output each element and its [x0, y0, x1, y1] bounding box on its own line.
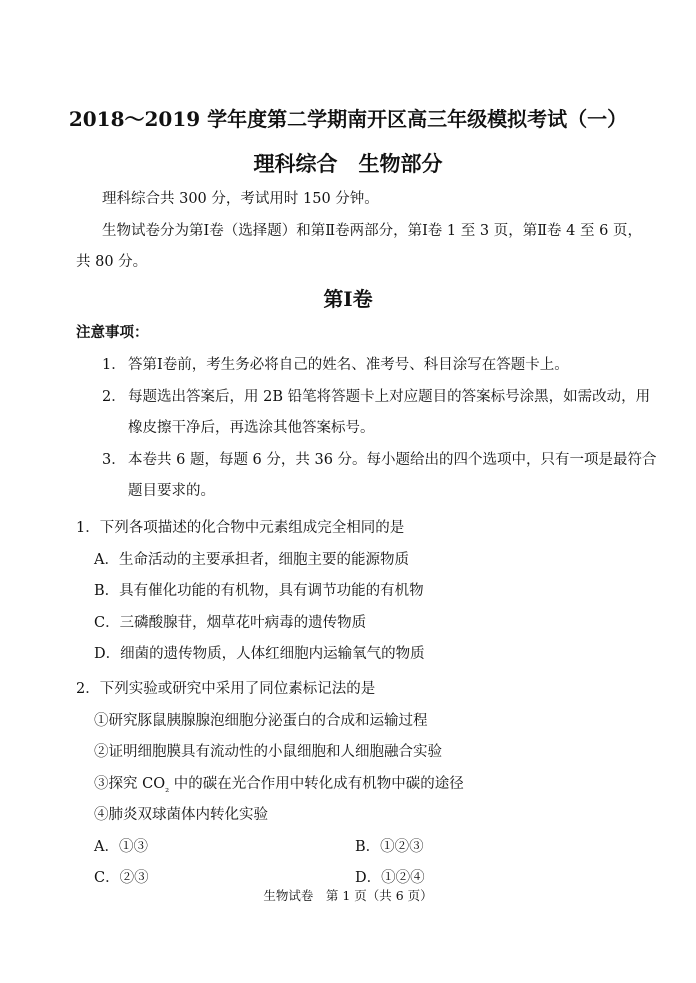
- answer-option: D．①②④: [355, 870, 425, 886]
- exam-title: 2018～2019 学年度第二学期南开区高三年级模拟考试（一）: [68, 107, 628, 131]
- note-text-continued: 橡皮擦干净后，再选涂其他答案标号。: [128, 420, 375, 436]
- answer-option: C．②③: [94, 870, 149, 886]
- note-text: 每题选出答案后，用 2B 铅笔将答题卡上对应题目的答案标号涂黑，如需改动，用: [128, 389, 651, 405]
- intro-line-3: 共 80 分。: [76, 254, 148, 270]
- question-item: ④肺炎双球菌体内转化实验: [94, 807, 268, 823]
- answer-option: A．①③: [94, 839, 148, 855]
- co2-subscript: ₂: [165, 783, 170, 795]
- question-item: ②证明细胞膜具有流动性的小鼠细胞和人细胞融合实验: [94, 744, 442, 760]
- answer-option: C．三磷酸腺苷，烟草花叶病毒的遗传物质: [94, 615, 367, 631]
- question-item-text: 中的碳在光合作用中转化成有机物中碳的途径: [169, 776, 464, 792]
- intro-line-1: 理科综合共 300 分，考试用时 150 分钟。: [102, 191, 379, 207]
- volume-title: 第Ⅰ卷: [323, 287, 373, 311]
- note-text: 答第Ⅰ卷前，考生务必将自己的姓名、准考号、科目涂写在答题卡上。: [128, 357, 569, 373]
- answer-option: A．生命活动的主要承担者，细胞主要的能源物质: [94, 552, 409, 568]
- note-number: 2．: [102, 389, 126, 405]
- exam-subtitle: 理科综合 生物部分: [253, 151, 443, 176]
- intro-line-2: 生物试卷分为第Ⅰ卷（选择题）和第Ⅱ卷两部分，第Ⅰ卷 1 至 3 页，第Ⅱ卷 4 至 6 页，: [102, 223, 642, 239]
- answer-option: D．细菌的遗传物质，人体红细胞内运输氧气的物质: [94, 646, 425, 662]
- question-stem: 1．下列各项描述的化合物中元素组成完全相同的是: [76, 520, 405, 536]
- question-item: [94, 772, 464, 793]
- note-number: 3．: [102, 452, 126, 468]
- note-number: 1．: [102, 357, 126, 373]
- page-footer: 生物试卷 第 1 页（共 6 页）: [263, 888, 433, 903]
- note-text-continued: 题目要求的。: [128, 483, 215, 499]
- question-item: ①研究豚鼠胰腺腺泡细胞分泌蛋白的合成和运输过程: [94, 713, 428, 729]
- answer-option: B．具有催化功能的有机物，具有调节功能的有机物: [94, 583, 424, 599]
- answer-option: B．①②③: [355, 839, 424, 855]
- notice-heading: 注意事项：: [76, 324, 149, 341]
- question-item-text: ③探究 CO: [94, 776, 166, 792]
- question-stem: 2．下列实验或研究中采用了同位素标记法的是: [76, 681, 376, 697]
- note-text: 本卷共 6 题，每题 6 分，共 36 分。每小题给出的四个选项中，只有一项是最符合: [128, 452, 657, 468]
